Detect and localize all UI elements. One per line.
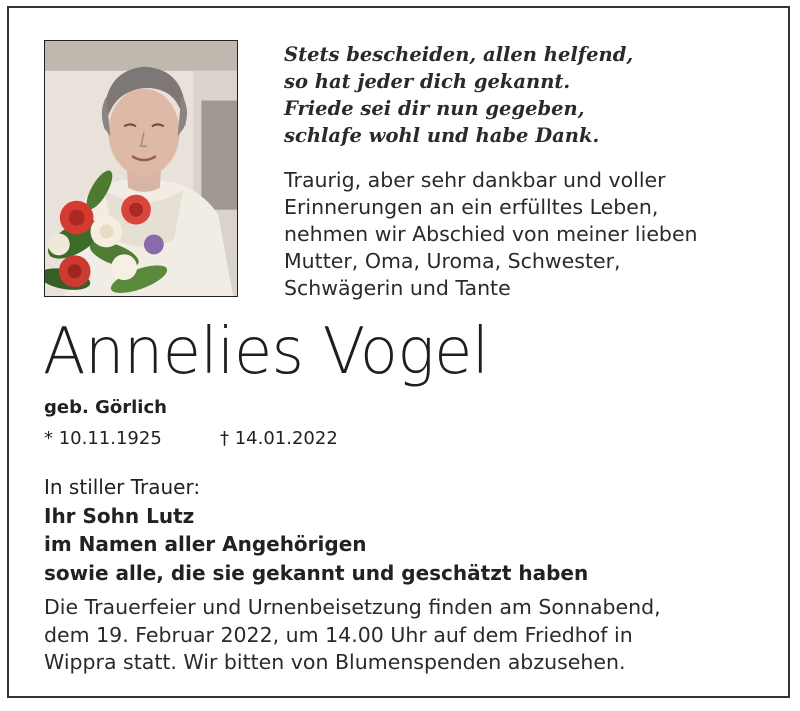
ceremony-line: Wippra statt. Wir bitten von Blumenspenden abzusehen. [44, 650, 626, 674]
intro-line: nehmen wir Abschied von meiner lieben [284, 222, 698, 246]
intro-line: Mutter, Oma, Uroma, Schwester, [284, 249, 621, 273]
mourner-line: im Namen aller Angehörigen [44, 532, 367, 556]
ceremony-info [44, 594, 661, 677]
mourners-heading: In stiller Trauer: [44, 475, 201, 499]
death-date: † 14.01.2022 [220, 428, 338, 449]
poem-verse [284, 41, 754, 149]
mourner-line: sowie alle, die sie gekannt und geschätzt haben [44, 560, 589, 585]
portrait-photo [44, 40, 238, 297]
birth-date: * 10.11.1925 [44, 428, 162, 449]
poem-line: schlafe wohl und habe Dank. [284, 124, 600, 147]
poem-line: Friede sei dir nun gegeben, [284, 97, 585, 120]
intro-text [284, 167, 754, 302]
intro-line: Erinnerungen an ein erfülltes Leben, [284, 195, 659, 219]
ceremony-line: dem 19. Februar 2022, um 14.00 Uhr auf dem Friedhof in [44, 622, 633, 647]
mourner-line: Ihr Sohn Lutz [44, 503, 195, 528]
deceased-name: Annelies Vogel [43, 315, 489, 389]
ceremony-line: Die Trauerfeier und Urnenbeisetzung finden am Sonnabend, [44, 595, 661, 619]
poem-line: Stets bescheiden, allen helfend, [284, 43, 634, 66]
life-dates [44, 427, 338, 451]
intro-line: Schwägerin und Tante [284, 276, 511, 300]
mourners-block [44, 473, 588, 587]
poem-line: so hat jeder dich gekannt. [284, 70, 571, 93]
maiden-name: geb. Görlich [44, 397, 167, 418]
intro-line: Traurig, aber sehr dankbar und voller [284, 168, 666, 192]
